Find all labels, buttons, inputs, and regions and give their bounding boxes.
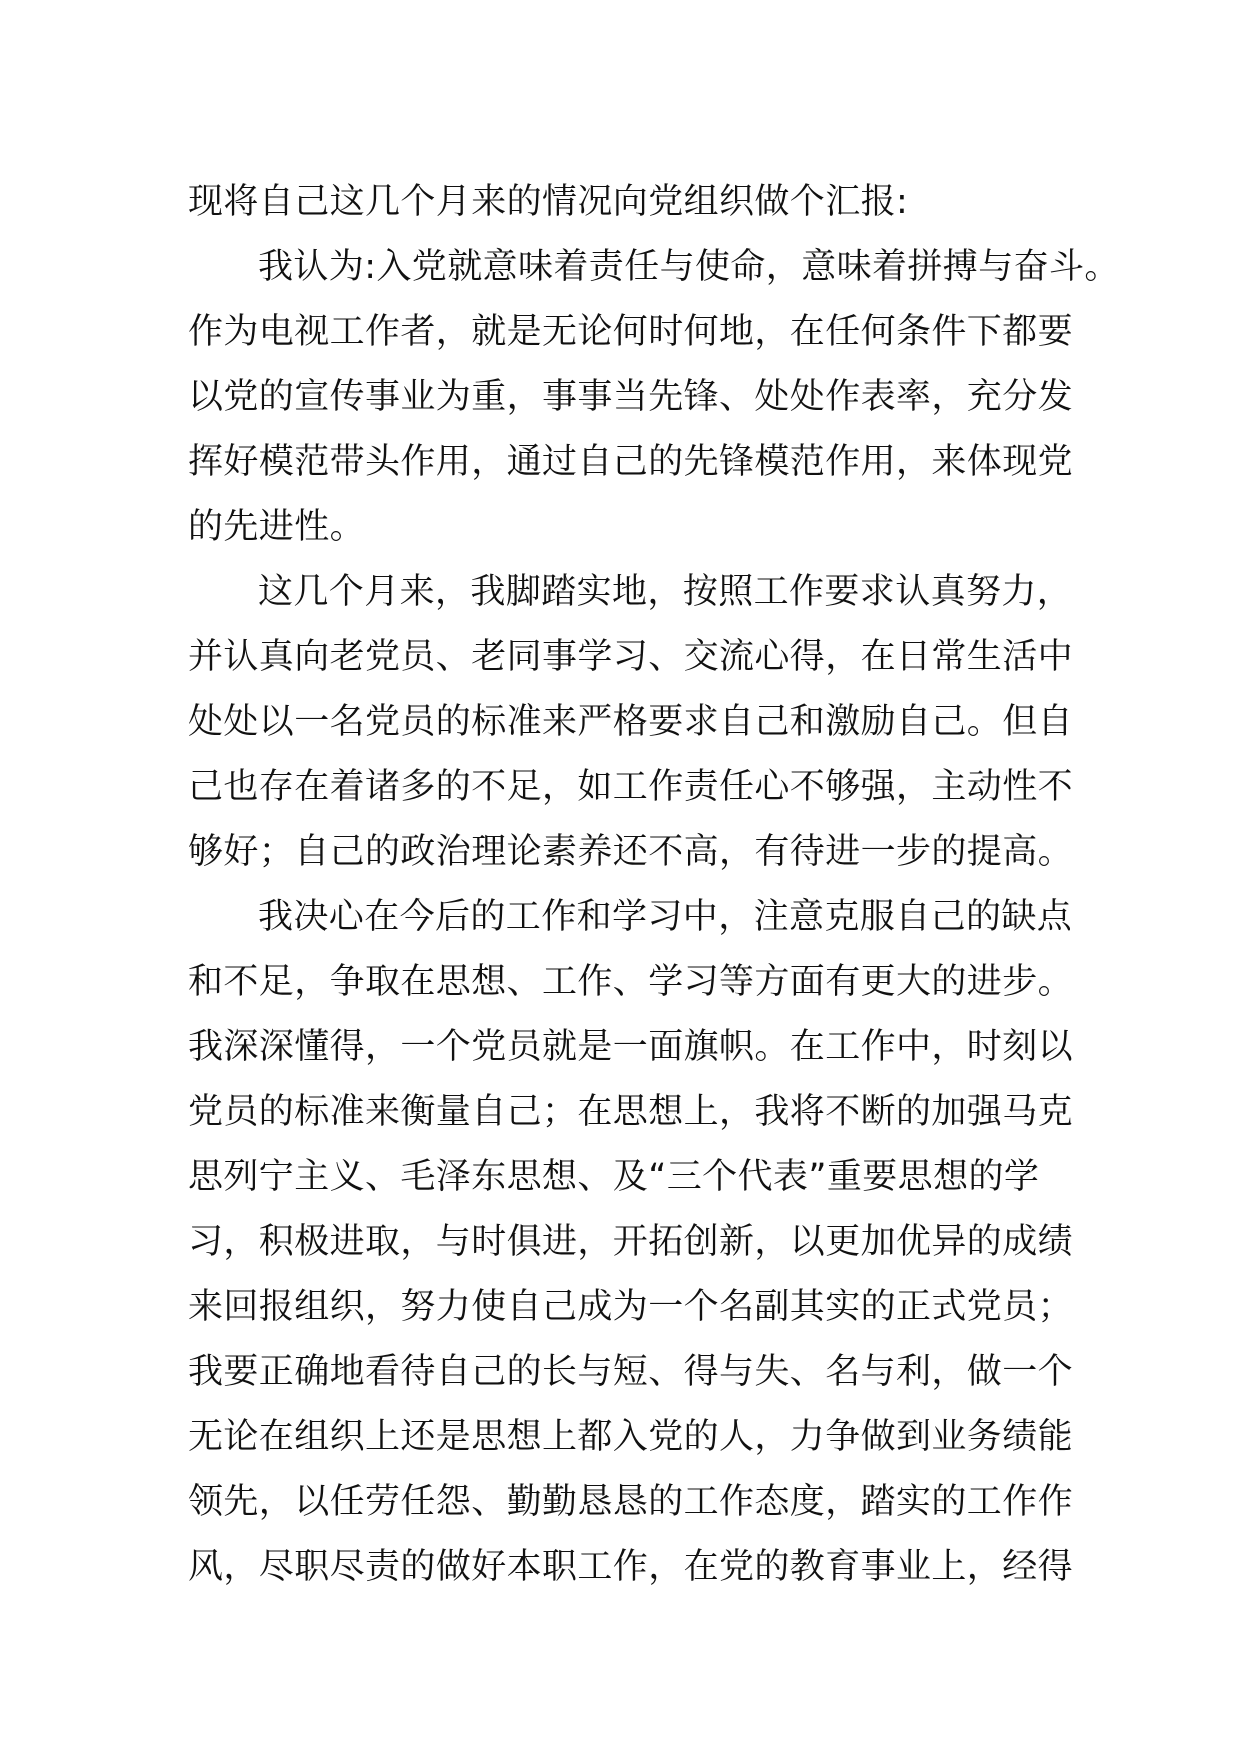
- text-line: 挥好模范带头作用，通过自己的先锋模范作用，来体现党: [188, 442, 1074, 482]
- text-line: 思列宁主义、毛泽东思想、及“三个代表”重要思想的学: [188, 1157, 1040, 1197]
- text-line: 我深深懂得，一个党员就是一面旗帜。在工作中，时刻以: [188, 1027, 1074, 1067]
- document-body: [188, 170, 1120, 1600]
- text-line: 的先进性。: [188, 507, 366, 547]
- text-line: 够好；自己的政治理论素养还不高，有待进一步的提高。: [188, 832, 1074, 872]
- text-line: 和不足，争取在思想、工作、学习等方面有更大的进步。: [188, 962, 1074, 1002]
- text-line: 我要正确地看待自己的长与短、得与失、名与利，做一个: [188, 1352, 1074, 1392]
- text-line: 风，尽职尽责的做好本职工作，在党的教育事业上，经得: [188, 1547, 1074, 1587]
- text-line: 并认真向老党员、老同事学习、交流心得，在日常生活中: [188, 637, 1074, 677]
- text-line: 领先，以任劳任怨、勤勤恳恳的工作态度，踏实的工作作: [188, 1482, 1074, 1522]
- text-line: 己也存在着诸多的不足，如工作责任心不够强，主动性不: [188, 767, 1074, 807]
- text-line: 处处以一名党员的标准来严格要求自己和激励自己。但自: [188, 702, 1074, 742]
- text-line: 现将自己这几个月来的情况向党组织做个汇报:: [188, 182, 909, 222]
- text-line: 我决心在今后的工作和学习中，注意克服自己的缺点: [258, 897, 1073, 937]
- text-line: 作为电视工作者，就是无论何时何地，在任何条件下都要: [188, 312, 1074, 352]
- text-line: 习，积极进取，与时俱进，开拓创新，以更加优异的成绩: [188, 1222, 1074, 1262]
- text-line: 来回报组织，努力使自己成为一个名副其实的正式党员；: [188, 1287, 1074, 1327]
- text-line: 党员的标准来衡量自己；在思想上，我将不断的加强马克: [188, 1092, 1074, 1132]
- text-line: 以党的宣传事业为重，事事当先锋、处处作表率，充分发: [188, 377, 1074, 417]
- text-line: 我认为:入党就意味着责任与使命，意味着拼搏与奋斗。: [258, 247, 1120, 287]
- text-line: 这几个月来，我脚踏实地，按照工作要求认真努力，: [258, 572, 1073, 612]
- text-line: 无论在组织上还是思想上都入党的人，力争做到业务绩能: [188, 1417, 1074, 1457]
